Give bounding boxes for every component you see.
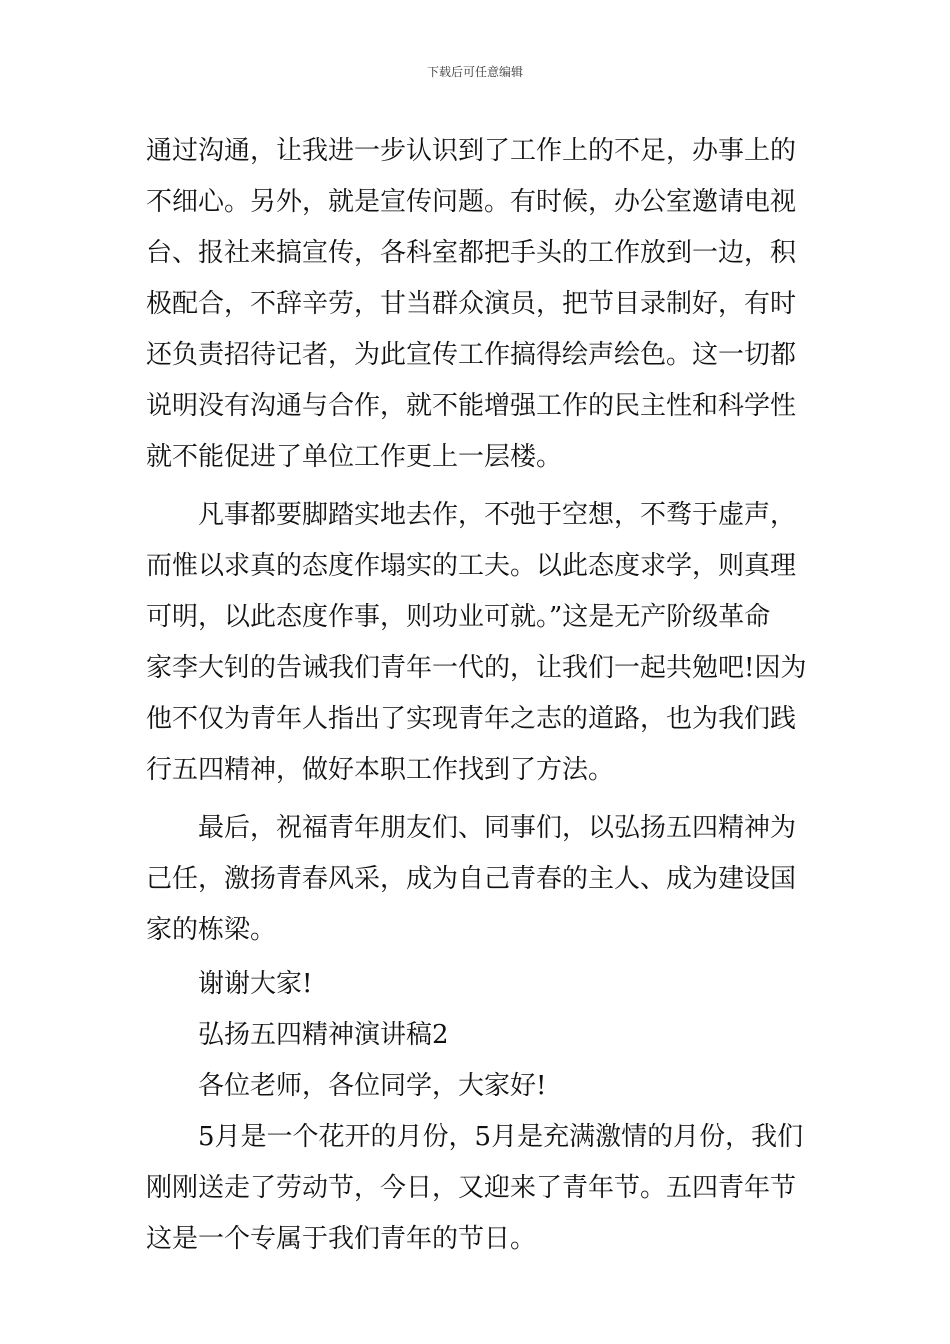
page-header-note: 下载后可任意编辑 — [426, 65, 523, 79]
text-line: 他不仅为青年人指出了实现青年之志的道路，也为我们践 — [146, 704, 797, 734]
text-line: 说明没有沟通与合作，就不能增强工作的民主性和科学性 — [146, 391, 797, 421]
text-line: 不细心。另外，就是宣传问题。有时候，办公室邀请电视 — [146, 187, 797, 217]
text-line: 台、报社来搞宣传，各科室都把手头的工作放到一边，积 — [146, 238, 797, 268]
text-line: 就不能促进了单位工作更上一层楼。 — [146, 442, 563, 472]
text-line: 可明，以此态度作事，则功业可就。”这是无产阶级革命 — [146, 602, 771, 632]
text-line: 家的栋梁。 — [146, 915, 277, 945]
text-line: 极配合，不辞辛劳，甘当群众演员，把节目录制好，有时 — [146, 289, 797, 319]
text-line: 刚刚送走了劳动节，今日，又迎来了青年节。五四青年节 — [146, 1173, 797, 1203]
document-body — [146, 126, 810, 1265]
text-line: 这是一个专属于我们青年的节日。 — [146, 1224, 537, 1254]
text-line: 谢谢大家! — [146, 969, 313, 999]
text-line: 家李大钊的告诫我们青年一代的，让我们一起共勉吧!因为 — [146, 653, 807, 683]
section-heading: 弘扬五四精神演讲稿2 — [146, 1020, 449, 1050]
text-line: 还负责招待记者，为此宣传工作搞得绘声绘色。这一切都 — [146, 340, 797, 370]
text-line: 最后，祝福青年朋友们、同事们，以弘扬五四精神为 — [146, 813, 797, 843]
text-line: 而惟以求真的态度作塌实的工夫。以此态度求学，则真理 — [146, 551, 797, 581]
text-line: 5月是一个花开的月份，5月是充满激情的月份，我们 — [146, 1122, 804, 1152]
text-line: 行五四精神，做好本职工作找到了方法。 — [146, 755, 615, 785]
text-line: 各位老师，各位同学，大家好! — [146, 1071, 547, 1101]
text-line: 凡事都要脚踏实地去作，不弛于空想，不骛于虚声， — [146, 500, 797, 530]
text-line: 通过沟通，让我进一步认识到了工作上的不足，办事上的 — [146, 136, 797, 166]
text-line: 己任，激扬青春风采，成为自己青春的主人、成为建设国 — [146, 864, 797, 894]
